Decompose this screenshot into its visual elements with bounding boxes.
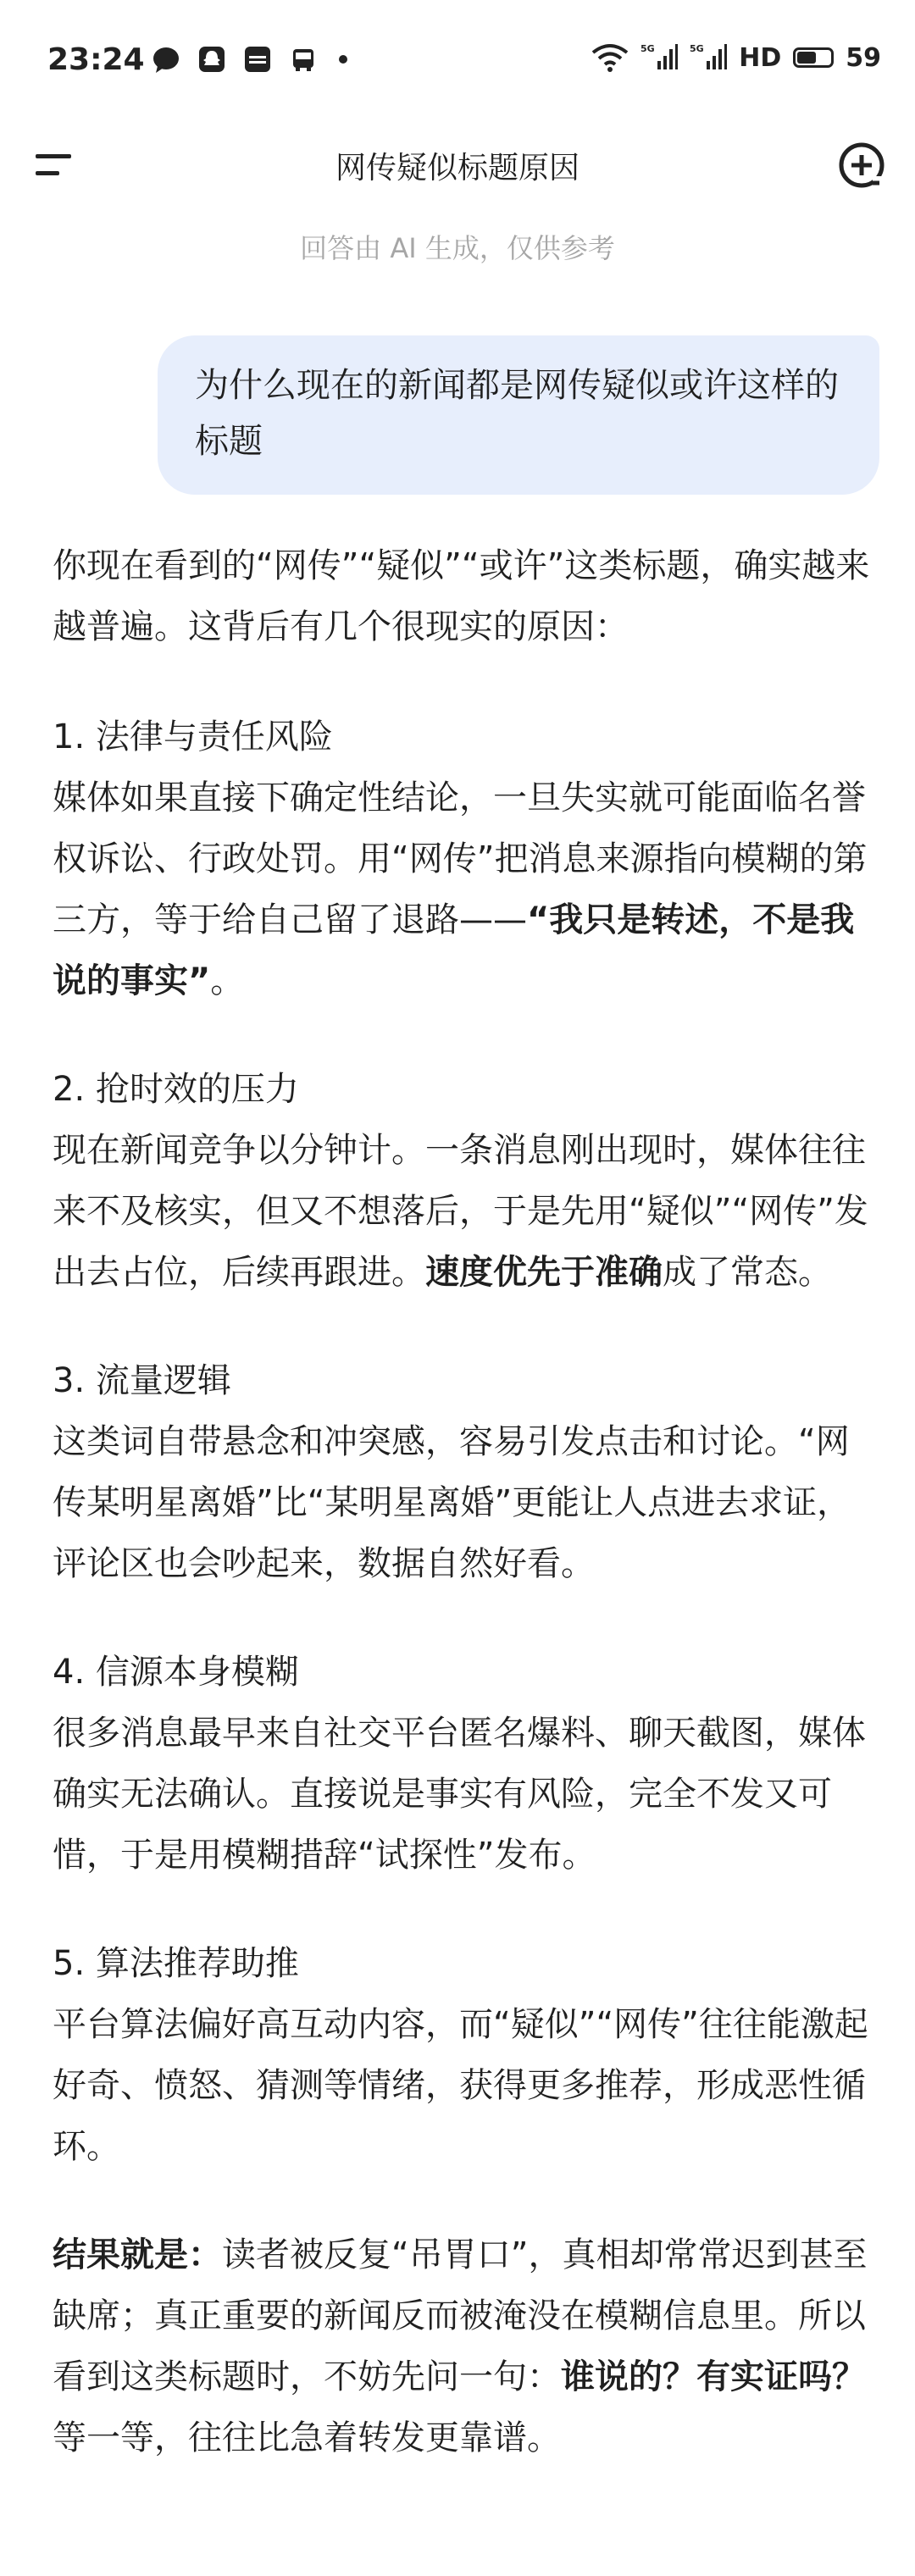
answer-section-timeliness <box>53 1059 883 1303</box>
section-heading: 5. 算法推荐助推 <box>53 1944 299 1983</box>
answer-section-legal <box>53 706 883 1011</box>
status-bar <box>0 0 915 119</box>
status-right-group <box>591 42 881 73</box>
section-body: 很多消息最早来自社交平台匿名爆料、聊天截图，媒体确实无法确认。直接说是事实有风险，完全不发又可惜，于是用模糊措辞“试探性”发布。 <box>53 1714 866 1875</box>
battery-percent: 59 <box>846 42 881 73</box>
conclusion-tail: 等一等，往往比急着转发更靠谱。 <box>53 2418 561 2457</box>
section-heading: 2. 抢时效的压力 <box>53 1070 299 1109</box>
ai-disclaimer: 回答由 AI 生成，仅供参考 <box>300 232 615 264</box>
chat-bubble-icon <box>151 44 181 75</box>
hd-label: HD <box>739 42 782 73</box>
title-bar <box>0 127 915 203</box>
conclusion-question: 谁说的？有实证吗？ <box>561 2357 866 2396</box>
section-body: 现在新闻竞争以分钟计。一条消息刚出现时，媒体往往来不及核实，但又不想落后，于是先用“疑似”“网传”发出去占位，后续再跟进。速度优先于准确成了常态。 <box>53 1131 868 1292</box>
conclusion-label: 结果就是： <box>53 2235 222 2274</box>
answer-section-algorithm <box>53 1933 883 2177</box>
notification-icons <box>151 44 347 75</box>
conclusion-text: 读者被反复“吊胃口”，真相却常常迟到甚至缺席；真正重要的新闻反而被淹没在模糊信息里。所以看到这类标题时，不妨先问一句： <box>53 2235 868 2396</box>
answer-section-sources <box>53 1642 883 1886</box>
section-body: 这类词自带悬念和冲突感，容易引发点击和讨论。“网传某明星离婚”比“某明星离婚”更能让人点进去求证，评论区也会吵起来，数据自然好看。 <box>53 1422 851 1583</box>
svg-text:5G: 5G <box>690 43 704 54</box>
user-message-bubble: 为什么现在的新闻都是网传疑似或许这样的标题 <box>158 335 879 495</box>
bus-icon <box>288 44 319 75</box>
section-heading: 4. 信源本身模糊 <box>53 1653 299 1692</box>
answer-intro: 你现在看到的“网传”“疑似”“或许”这类标题，确实越来越普遍。这背后有几个很现实的原因： <box>53 546 870 646</box>
answer-conclusion <box>53 2224 883 2468</box>
wifi-icon <box>591 42 629 73</box>
section-heading: 1. 法律与责任风险 <box>53 717 333 756</box>
section-heading: 3. 流量逻辑 <box>53 1361 231 1400</box>
signal-5g-icon-2 <box>690 42 727 73</box>
section-body: 平台算法偏好高互动内容，而“疑似”“网传”往往能激起好奇、愤怒、猜测等情绪，获得更多推荐，形成恶性循环。 <box>53 2005 868 2166</box>
status-time: 23:24 <box>47 42 145 77</box>
svg-text:5G: 5G <box>640 43 655 54</box>
ai-answer <box>53 535 883 2516</box>
new-chat-icon[interactable] <box>835 139 888 191</box>
section-body: 媒体如果直接下确定性结论，一旦失实就可能面临名誉权诉讼、行政处罚。用“网传”把消息来源指向模糊的第三方，等于给自己留了退路——“我只是转述，不是我说的事实”。 <box>53 778 868 1000</box>
snapchat-ghost-icon <box>197 44 227 75</box>
more-notifications-dot <box>339 55 347 64</box>
page-title: 网传疑似标题原因 <box>335 151 580 186</box>
answer-section-traffic <box>53 1350 883 1594</box>
signal-5g-icon-1 <box>640 42 678 73</box>
battery-icon <box>793 47 834 68</box>
news-app-icon <box>242 44 273 75</box>
